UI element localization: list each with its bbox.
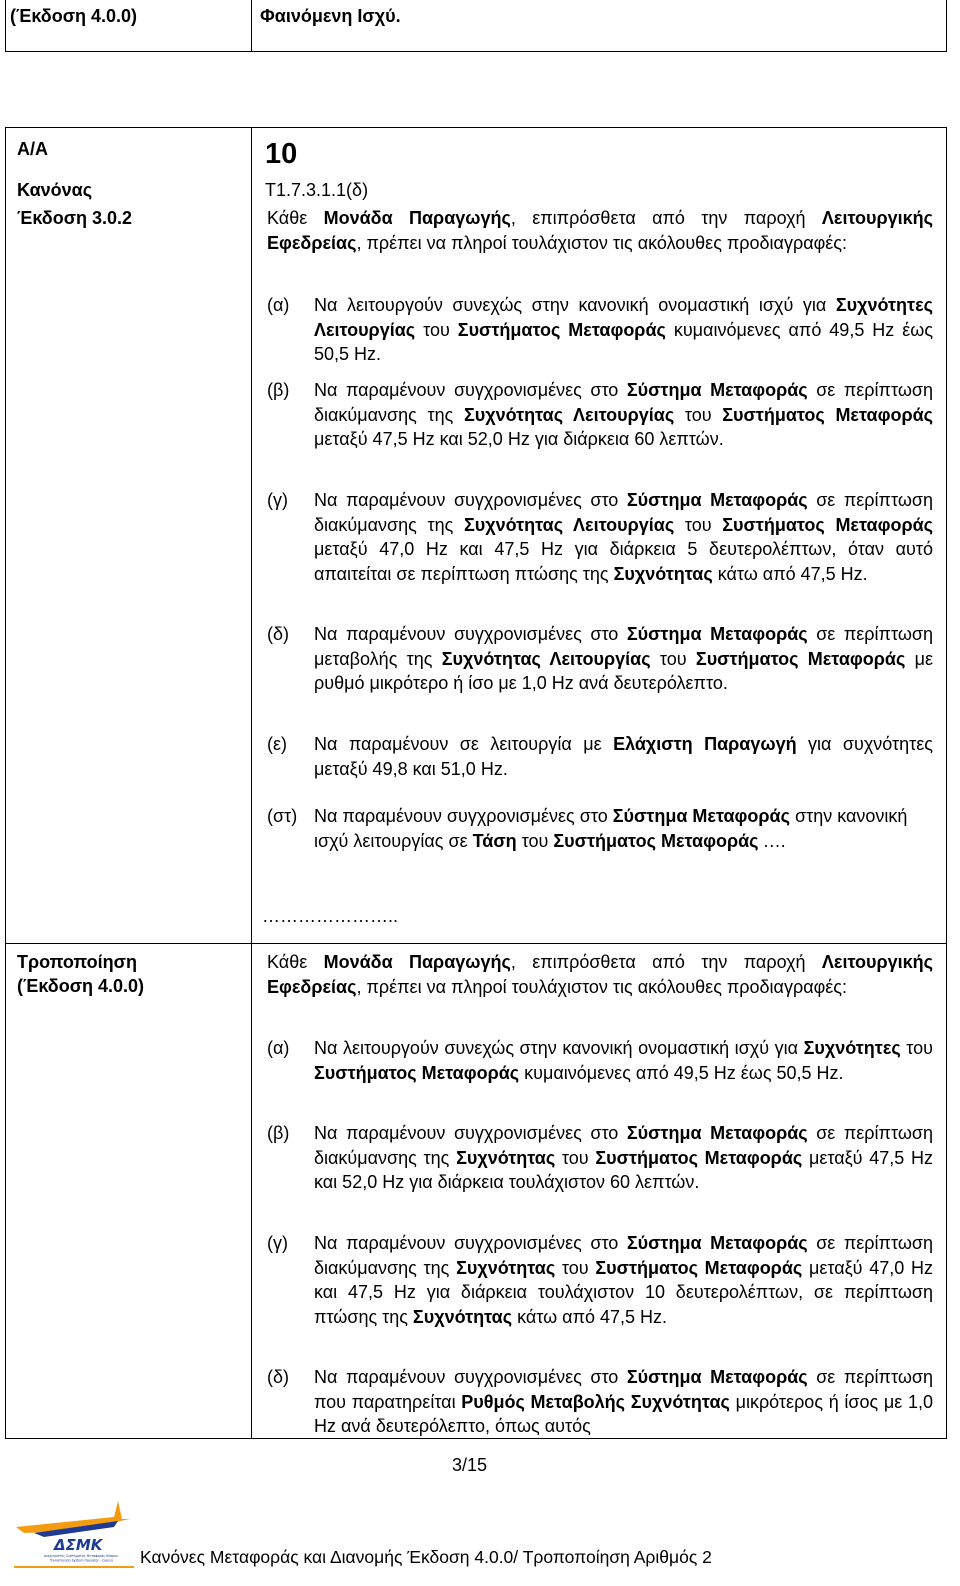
header-version: (Έκδοση 4.0.0) <box>10 6 138 26</box>
new-intro: Κάθε Μονάδα Παραγωγής, επιπρόσθετα από την παροχή Λειτουργικής Εφεδρείας, πρέπει να πληροί τουλάχιστον τις ακόλουθες προδιαγραφές: <box>267 952 934 997</box>
row-divider <box>6 943 946 944</box>
logo-subtitle: Διαχειριστής Συστήματος Μεταφοράς Κύπρου <box>44 1554 118 1558</box>
logo-subtitle-en: Transmission System Operator - Cyprus <box>50 1558 114 1563</box>
header-title: Φαινόμενη Ισχύ. <box>260 6 401 26</box>
rule-number: 10 <box>265 138 298 170</box>
label-old-version: Έκδοση 3.0.2 <box>17 208 133 228</box>
ellipsis-dots: ………………….. <box>262 906 399 926</box>
logo-text: ΔΣΜΚ <box>54 1536 103 1554</box>
label-aa: Α/Α <box>17 139 48 159</box>
label-rule: Κανόνας <box>17 180 93 200</box>
header-table <box>5 0 947 52</box>
footer-line <box>14 1566 134 1568</box>
dsmk-logo <box>14 1497 132 1563</box>
column-divider <box>251 0 252 51</box>
label-amendment: Τροποποίηση <box>17 952 137 972</box>
page-number: 3/15 <box>452 1455 488 1475</box>
footer-text: Κανόνες Μεταφοράς και Διανομής Έκδοση 4.0.0/ Τροποποίηση Αριθμός 2 <box>140 1547 712 1567</box>
label-new-version: (Έκδοση 4.0.0) <box>17 976 145 996</box>
old-intro: Κάθε Μονάδα Παραγωγής, επιπρόσθετα από την παροχή Λειτουργικής Εφεδρείας, πρέπει να πληροί τουλάχιστον τις ακόλουθες προδιαγραφές: <box>267 208 934 253</box>
column-divider <box>251 128 252 1438</box>
rule-code: Τ1.7.3.1.1(δ) <box>265 180 369 200</box>
